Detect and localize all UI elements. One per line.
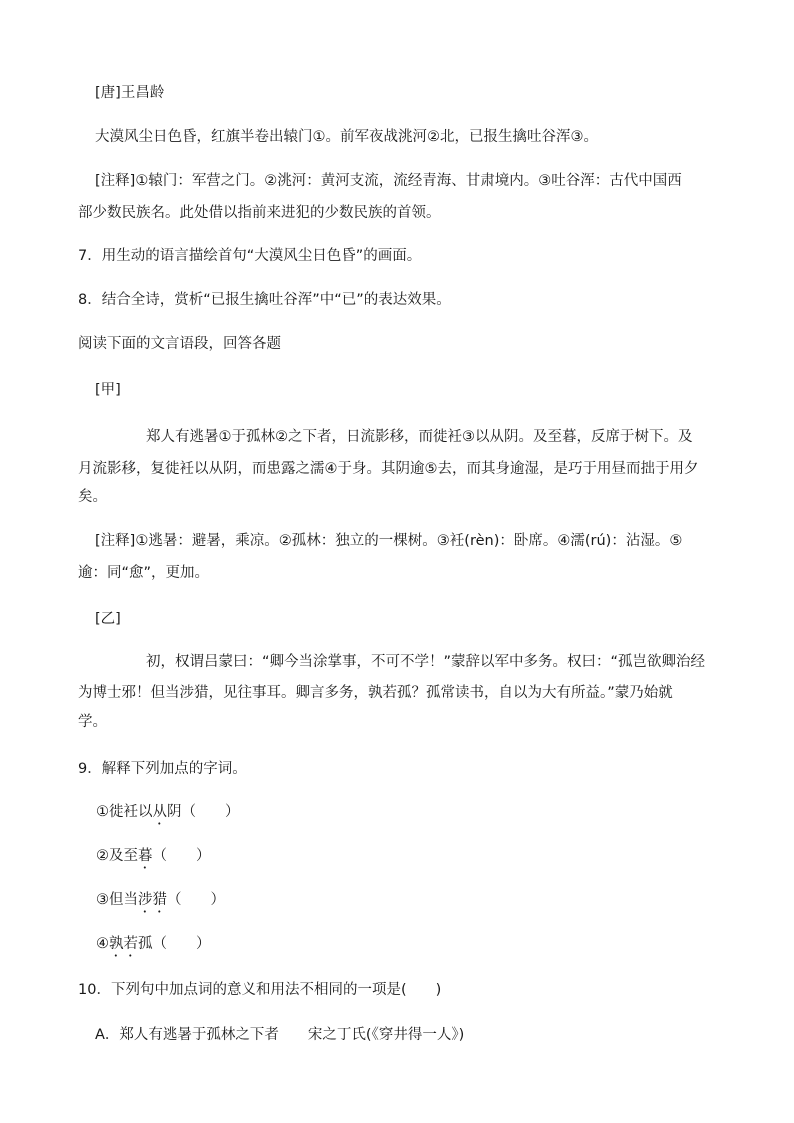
question-9-item bbox=[96, 846, 211, 872]
dotted-word: 从 bbox=[152, 804, 167, 820]
dotted-word: 涉猎 bbox=[138, 892, 167, 908]
item-text: 阴 bbox=[167, 804, 182, 820]
answer-blank: （ ） bbox=[152, 848, 211, 864]
question-9-item bbox=[96, 934, 211, 960]
poem-text: 大漠风尘日色昏，红旗半卷出辕门①。前军夜战洮河②北，已报生擒吐谷浑③。 bbox=[95, 129, 598, 145]
item-number: ④ bbox=[96, 936, 109, 952]
poem-note-line-1: [注释]①辕门：军营之门。②洮河：黄河支流，流经青海、甘肃境内。③吐谷浑：古代中国西 bbox=[95, 173, 682, 189]
passage-yi-line-1: 初，权谓吕蒙曰：“卿今当涂掌事，不可不学！”蒙辞以军中多务。权曰：“孤岂欲卿治经 bbox=[146, 654, 706, 670]
question-8: 8．结合全诗，赏析“已报生擒吐谷浑”中“已”的表达效果。 bbox=[78, 292, 451, 308]
item-text: 徙衽以 bbox=[109, 804, 153, 820]
dotted-word: 暮 bbox=[138, 848, 153, 864]
passage-jia-line-2: 月流影移，复徙衽以从阴，而患露之濡④于身。其阴逾⑤去，而其身逾湿，是巧于用昼而拙于用夕 bbox=[78, 461, 699, 477]
answer-blank: （ ） bbox=[181, 804, 240, 820]
question-10-stem: 10．下列句中加点词的意义和用法不相同的一项是( ) bbox=[78, 982, 442, 998]
poem-note-line-2: 部少数民族名。此处借以指前来进犯的少数民族的首领。 bbox=[78, 205, 441, 221]
passage-yi-line-3: 学。 bbox=[78, 714, 107, 730]
passage-jia-line-1: 郑人有逃暑①于孤林②之下者，日流影移，而徙衽③以从阴。及至暮，反席于树下。及 bbox=[146, 429, 693, 445]
item-number: ② bbox=[96, 848, 109, 864]
answer-blank: （ ） bbox=[152, 936, 211, 952]
item-text: 孤 bbox=[138, 936, 153, 952]
passage-yi-label: [乙] bbox=[95, 611, 121, 627]
passage-jia-note-line-1: [注释]①逃暑：避暑，乘凉。②孤林：独立的一棵树。③衽(rèn)：卧席。④濡(rú)：沾湿。⑤ bbox=[95, 533, 683, 549]
passage-jia-note-line-2: 逾：同“愈”，更加。 bbox=[78, 565, 210, 581]
question-9-item bbox=[96, 890, 225, 916]
passage-yi-line-2: 为博士邪！但当涉猎，见往事耳。卿言多务，孰若孤？孤常读书，自以为大有所益。”蒙乃始就 bbox=[78, 685, 673, 701]
question-10-option-a: A．郑人有逃暑于孤林之下者 宋之丁氏(《穿井得一人》) bbox=[95, 1027, 465, 1043]
question-9-stem: 9．解释下列加点的字词。 bbox=[78, 761, 247, 777]
poem-author: [唐]王昌龄 bbox=[95, 85, 165, 101]
section-intro: 阅读下面的文言语段，回答各题 bbox=[78, 336, 281, 352]
question-9-item bbox=[96, 802, 240, 828]
item-text: 但当 bbox=[109, 892, 138, 908]
question-7: 7．用生动的语言描绘首句“大漠风尘日色昏”的画面。 bbox=[78, 248, 422, 264]
passage-jia-label: [甲] bbox=[95, 382, 121, 398]
item-text: 及至 bbox=[109, 848, 138, 864]
item-number: ① bbox=[96, 804, 109, 820]
answer-blank: （ ） bbox=[167, 892, 225, 908]
passage-jia-line-3: 矣。 bbox=[78, 489, 107, 505]
item-number: ③ bbox=[96, 892, 109, 908]
dotted-word: 孰若 bbox=[109, 936, 138, 952]
